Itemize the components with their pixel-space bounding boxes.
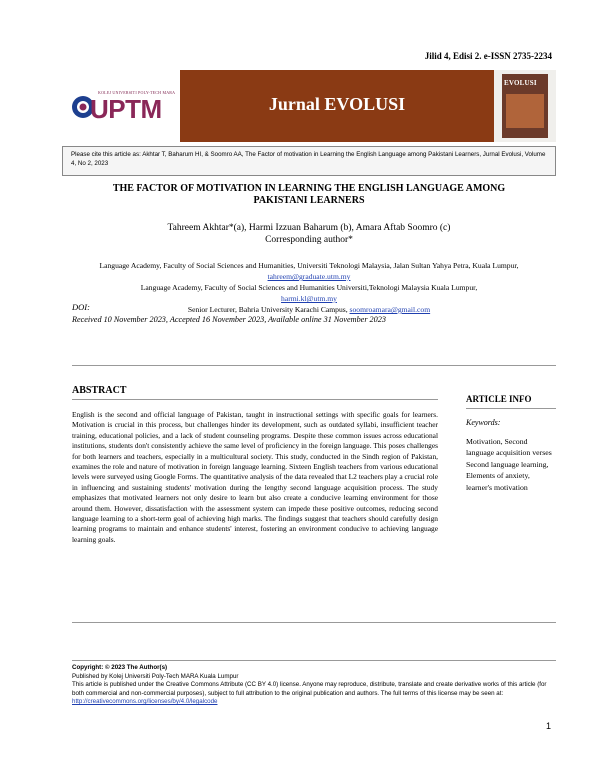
article-info-heading: ARTICLE INFO — [466, 394, 532, 404]
title-line-2: PAKISTANI LEARNERS — [253, 195, 365, 206]
author-names: Tahreem Akhtar*(a), Harmi Izzuan Baharum (b), Amara Aftab Soomro (c) — [167, 223, 451, 233]
article-info-rule — [466, 408, 556, 409]
journal-volume-issn: Jilid 4, Edisi 2. e-ISSN 2735-2234 — [424, 51, 552, 61]
affiliation-2-email-link[interactable]: harmi.kl@utm.my — [281, 294, 337, 303]
title-line-1: THE FACTOR OF MOTIVATION IN LEARNING THE ENGLISH LANGUAGE AMONG — [112, 183, 506, 194]
keywords-label: Keywords: — [466, 418, 501, 427]
affiliation-2 — [62, 282, 556, 304]
cover-image — [506, 94, 544, 128]
divider-bottom — [72, 622, 556, 623]
cover-title: EVOLUSI — [504, 79, 537, 87]
article-dates: Received 10 November 2023, Accepted 16 November 2023, Available online 31 November 2023 — [72, 315, 386, 324]
affiliation-1-text: Language Academy, Faculty of Social Sciences and Humanities, Universiti Teknologi Malaysia, Jalan Sultan Yahya Petra, Kuala Lumpur, — [99, 261, 519, 270]
abstract-heading: ABSTRACT — [72, 385, 127, 396]
affiliation-1-email-link[interactable]: tahreem@graduate.utm.my — [267, 272, 351, 281]
affiliation-3-text: Senior Lecturer, Bahria University Karachi Campus, — [187, 305, 348, 314]
license-text — [72, 681, 556, 707]
logo-tagline: KOLEJ UNIVERSITI POLY-TECH MARA — [98, 90, 176, 95]
footer-rule — [72, 660, 556, 661]
journal-cover-thumbnail — [494, 70, 556, 142]
divider-top — [72, 365, 556, 366]
publisher-line: Published by Kolej Universiti Poly-Tech MARA Kuala Lumpur — [72, 672, 239, 680]
doi-label: DOI: — [72, 302, 90, 312]
corresponding-author-note: Corresponding author* — [265, 235, 353, 245]
journal-banner — [180, 70, 494, 142]
copyright-line: Copyright: © 2023 The Author(s) — [72, 664, 168, 671]
license-description: This article is published under the Creative Commons Attribute (CC BY 4.0) license. Anyone may reproduce, distribute, translate and create derivative works of this article (for both commercial and non-commercial purposes), subject to full attribution to the original publication and authors. The full terms of this license may be seen at: — [72, 681, 547, 697]
affiliation-3-email-link[interactable]: soomroamara@gmail.com — [349, 305, 431, 314]
abstract-body: English is the second and official language of Pakistan, taught in instructional settings with specific goals for learners. Motivation is crucial in this process, but challenges hinder its development, such as outdated syllabi, insufficient teacher training, educational policies, and a lack of student counseling programs. Despite these common issues across educational institutions, students don't consistently achieve the same level of proficiency in the foreign language. This poses challenges for both learners and teachers, especially in a multicultural society. This study, conducted in the Sindh region of Pakistan, examines the role and nature of motivation in foreign language learning. Sixteen English teachers from various educational levels were surveyed using Google Forms. The quantitative analysis of the data revealed that L2 teachers play a crucial role in influencing and sustaining students' motivation during the lengthy second language acquisition process. The study emphasizes that motivated learners not only desire to learn but also create a conducive learning environment for those around them. However, dissatisfaction with the assessment system can impede these positive outcomes, reducing second language learning to a short-term goal of achieving high marks. The findings suggest that teachers should carefully design learning programs to maintain and enhance students' interest, fostering an environment conducive to achieving language learning goals. — [72, 410, 438, 544]
affiliation-1 — [62, 260, 556, 282]
affiliation-3 — [62, 304, 556, 315]
license-link[interactable]: http://creativecommons.org/licenses/by/4.0/legalcode — [72, 698, 218, 706]
uptm-logo — [62, 70, 180, 142]
abstract-heading-rule — [72, 399, 438, 400]
license-footer — [72, 664, 556, 707]
page-number: 1 — [546, 721, 552, 731]
article-title — [62, 183, 556, 207]
journal-title: Jurnal EVOLUSI — [268, 94, 406, 114]
citation-box: Please cite this article as: Akhtar T, Baharum HI, & Soomro AA, The Factor of motivation in Learning the English Language among Pakistani Learners, Jurnal Evolusi, Volume 4, No 2, 2023 — [62, 146, 556, 176]
journal-header — [62, 70, 556, 142]
logo-wordmark: UPTM — [90, 94, 162, 124]
affiliation-2-text: Language Academy, Faculty of Social Sciences and Humanities Universiti,Teknologi Malaysia Kuala Lumpur, — [140, 283, 478, 292]
affiliations — [62, 260, 556, 315]
keywords-list: Motivation, Second language acquisition verses Second language learning, Elements of anxiety, learner's motivation — [466, 437, 552, 492]
author-block — [62, 222, 556, 246]
